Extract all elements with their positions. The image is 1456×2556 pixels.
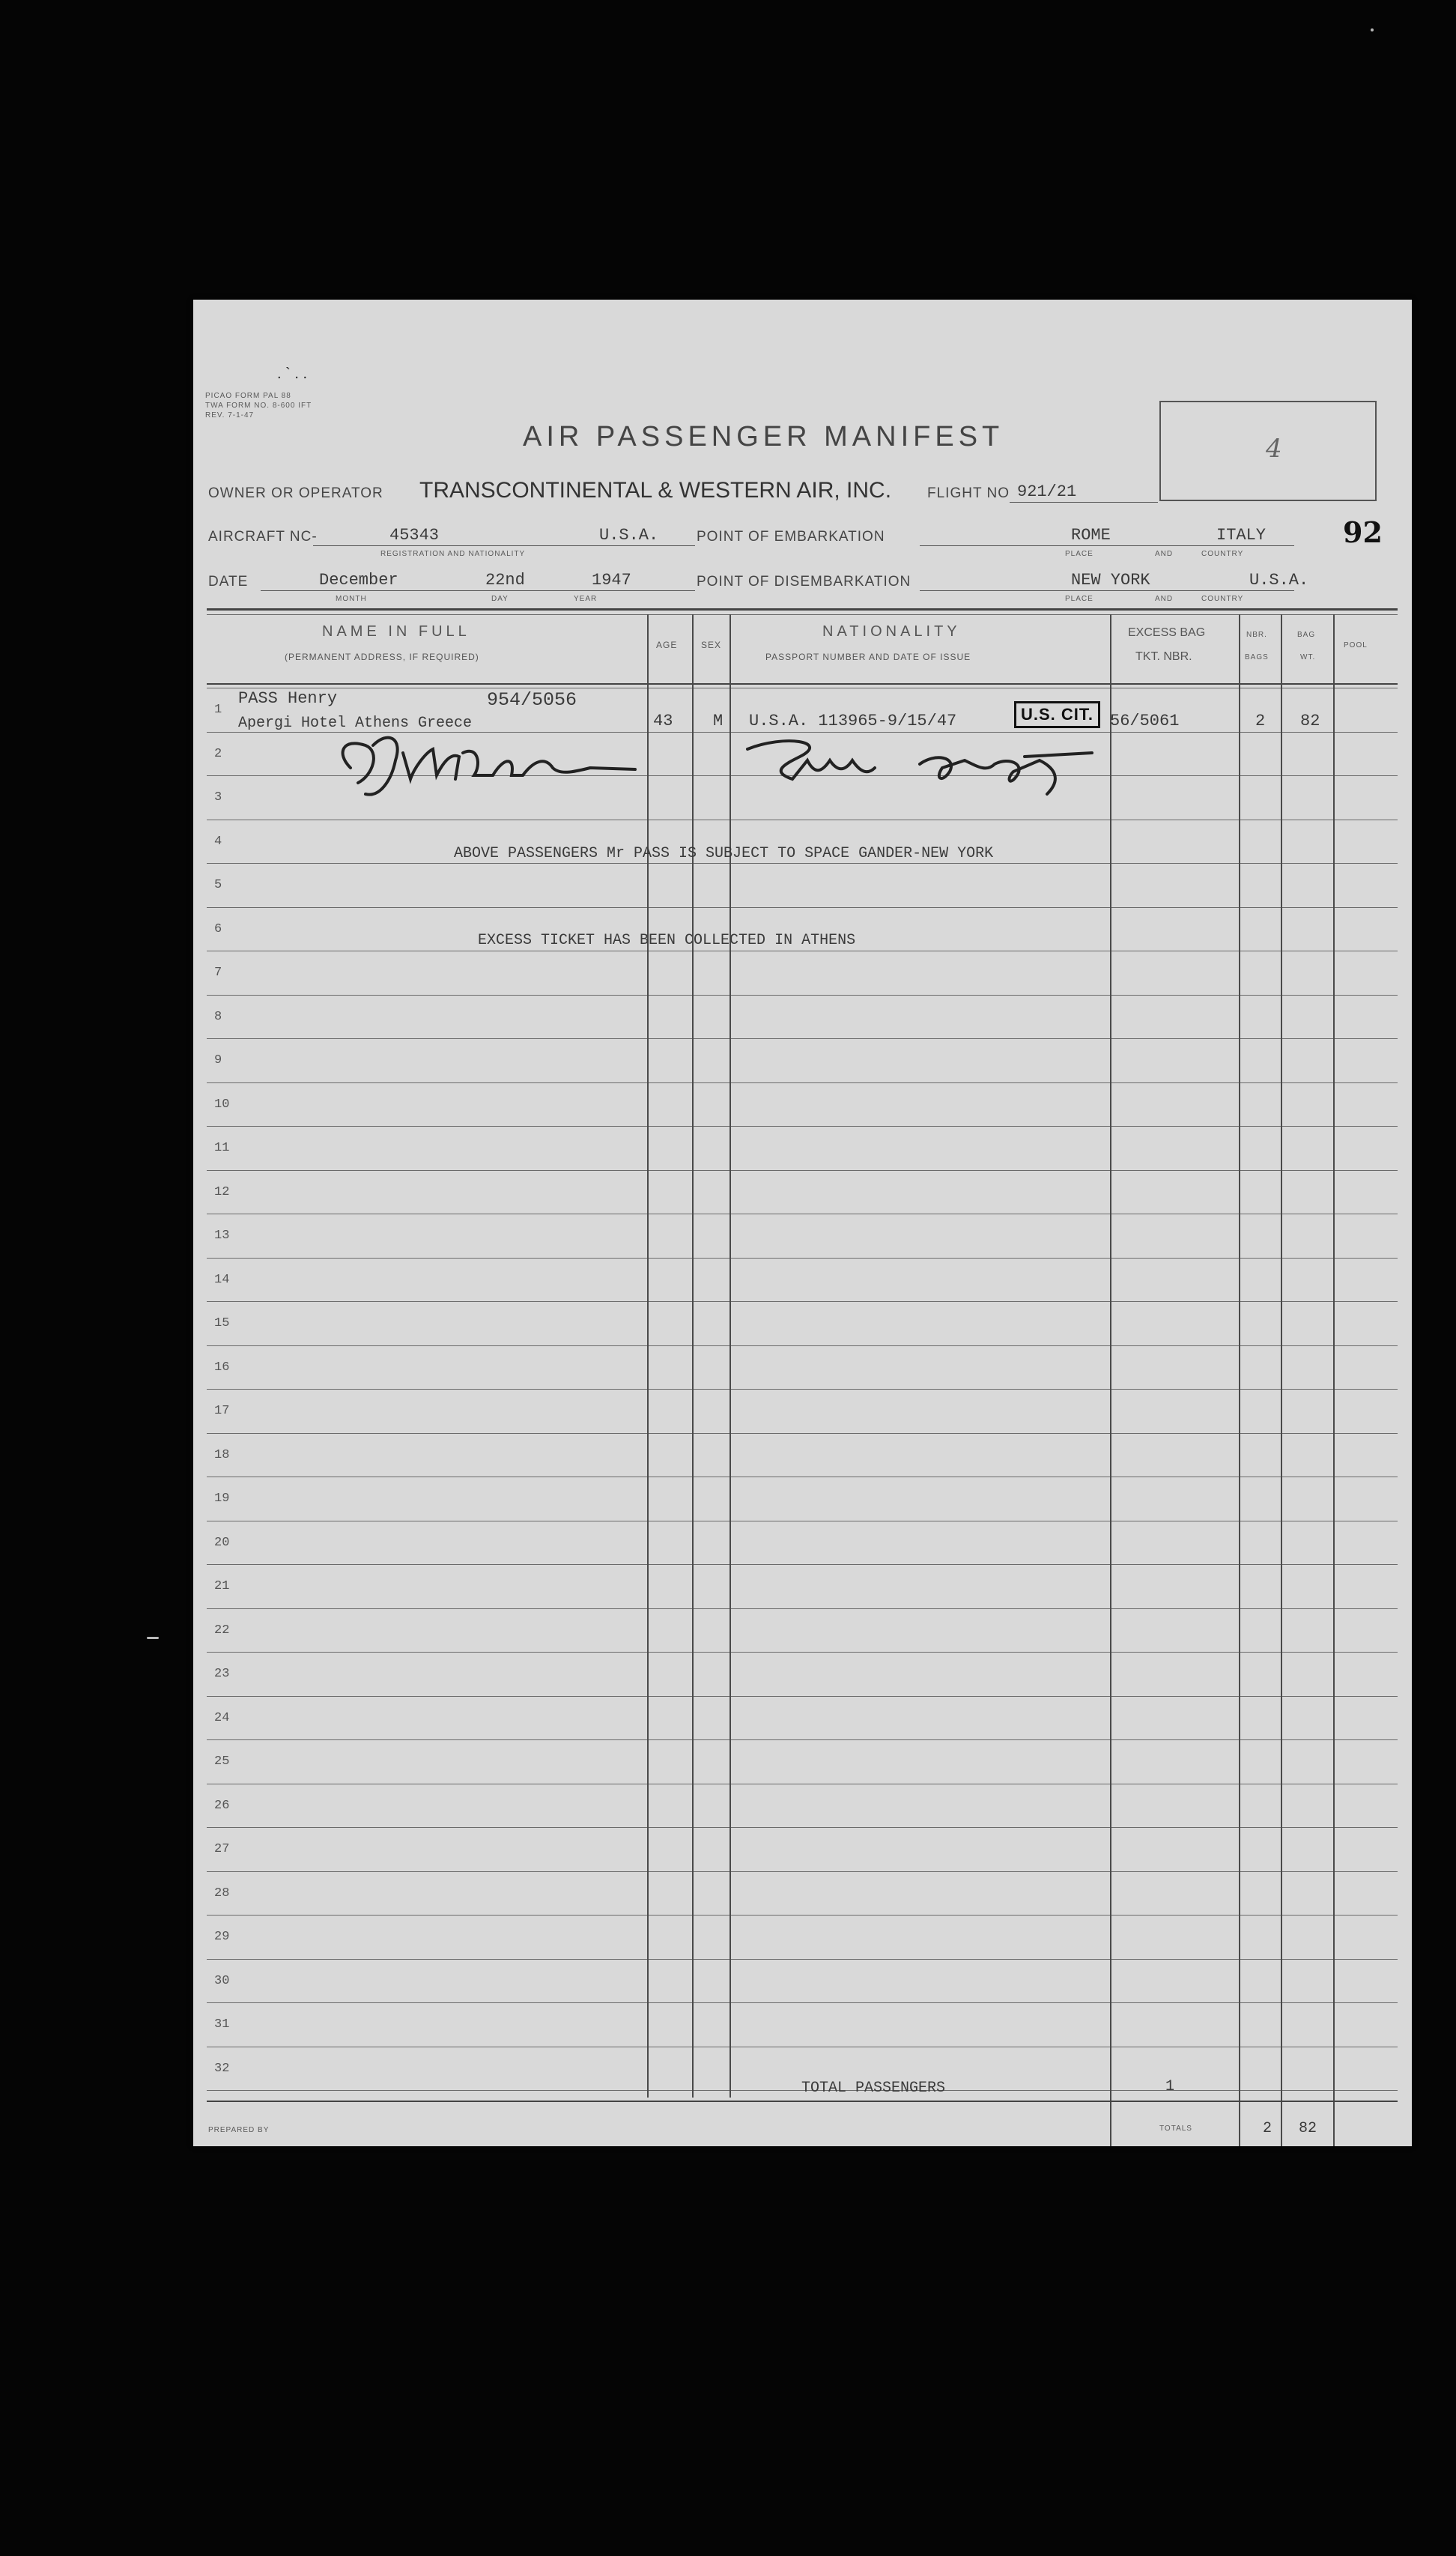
row-number: 22 — [214, 1623, 230, 1638]
page-number-box — [1159, 401, 1377, 501]
passenger-address: Apergi Hotel Athens Greece — [238, 715, 473, 732]
prepared-by-label: PREPARED BY — [208, 2126, 270, 2134]
row-number: 15 — [214, 1316, 230, 1330]
handwritten-signature-right — [740, 727, 1099, 802]
row-number: 9 — [214, 1053, 222, 1067]
row-rule — [207, 1389, 1398, 1390]
row-number: 5 — [214, 878, 222, 892]
row-rule — [207, 907, 1398, 908]
underline — [920, 545, 1294, 546]
form-code-line: TWA FORM NO. 8-600 IFT — [205, 402, 312, 410]
column-rule — [1281, 614, 1282, 2146]
row-rule — [207, 1827, 1398, 1828]
day-caption: DAY — [491, 595, 509, 603]
column-rule — [729, 614, 731, 2098]
and-caption: AND — [1155, 550, 1174, 558]
total-weight: 82 — [1299, 2120, 1317, 2137]
flight-label: FLIGHT NO — [927, 485, 1010, 501]
row-rule — [207, 1170, 1398, 1171]
passenger-sex: M — [713, 712, 724, 730]
year-caption: YEAR — [574, 595, 598, 603]
column-header-sex: SEX — [701, 640, 722, 650]
column-header-bags-count: NBR. — [1246, 631, 1267, 639]
citizenship-stamp: U.S. CIT. — [1014, 701, 1100, 728]
passenger-ticket: 954/5056 — [487, 689, 577, 711]
disembarkation-place: NEW YORK — [1071, 571, 1150, 590]
row-number: 7 — [214, 966, 222, 980]
column-header-bags-count-sub: BAGS — [1245, 653, 1269, 661]
row-rule — [207, 1652, 1398, 1653]
passenger-passport: U.S.A. 113965-9/15/47 — [749, 712, 957, 730]
underline — [920, 590, 1294, 591]
place-caption: PLACE — [1065, 595, 1093, 603]
row-number: 32 — [214, 2061, 230, 2076]
row-number: 14 — [214, 1272, 230, 1287]
row-number: 16 — [214, 1360, 230, 1375]
row-number: 20 — [214, 1535, 230, 1550]
row-number: 25 — [214, 1754, 230, 1769]
row-number: 4 — [214, 834, 222, 849]
totals-label: TOTALS — [1159, 2125, 1192, 2133]
column-rule — [1110, 614, 1111, 2146]
total-passengers-value: 1 — [1165, 2078, 1175, 2095]
passenger-name: PASS Henry — [238, 689, 338, 708]
scan-speck — [147, 1637, 159, 1639]
owner-value: TRANSCONTINENTAL & WESTERN AIR, INC. — [419, 478, 892, 503]
country-caption: COUNTRY — [1201, 550, 1244, 558]
form-code-line: PICAO FORM PAL 88 — [205, 392, 291, 400]
flight-value: 921/21 — [1017, 482, 1077, 501]
underline — [313, 545, 695, 546]
column-header-nationality: NATIONALITY — [822, 623, 961, 640]
row-number: 11 — [214, 1141, 230, 1155]
embarkation-label: POINT OF EMBARKATION — [697, 529, 885, 545]
disembarkation-label: POINT OF DISEMBARKATION — [697, 574, 911, 590]
row-rule — [207, 1915, 1398, 1916]
row-number: 31 — [214, 2017, 230, 2032]
row-number: 6 — [214, 921, 222, 936]
column-header-pool: POOL — [1344, 641, 1368, 649]
underline — [1010, 502, 1158, 503]
column-rule — [1239, 614, 1240, 2146]
remark-space: ABOVE PASSENGERS Mr PASS IS SUBJECT TO SPACE GANDER-NEW YORK — [454, 845, 994, 862]
table-top-rule — [207, 608, 1398, 611]
remark-excess-ticket: EXCESS TICKET HAS BEEN COLLECTED IN ATHENS — [478, 932, 856, 949]
manifest-sheet — [193, 300, 1412, 2146]
form-code-line: REV. 7-1-47 — [205, 411, 255, 420]
row-number: 1 — [214, 703, 222, 717]
table-top-rule — [207, 614, 1398, 615]
row-number: 8 — [214, 1009, 222, 1024]
column-header-name-sub: (PERMANENT ADDRESS, IF REQUIRED) — [285, 652, 479, 662]
date-day: 22nd — [485, 571, 525, 590]
row-rule — [207, 863, 1398, 864]
column-rule — [1333, 614, 1335, 2146]
date-month: December — [319, 571, 398, 590]
row-rule — [207, 1258, 1398, 1259]
row-number: 28 — [214, 1886, 230, 1901]
column-header-nationality-sub: PASSPORT NUMBER AND DATE OF ISSUE — [765, 652, 971, 662]
aircraft-country: U.S.A. — [599, 526, 659, 545]
underline — [261, 590, 695, 591]
registration-caption: REGISTRATION AND NATIONALITY — [380, 550, 526, 558]
date-year: 1947 — [592, 571, 631, 590]
column-rule — [647, 614, 649, 2098]
row-number: 26 — [214, 1798, 230, 1813]
row-number: 27 — [214, 1842, 230, 1856]
passenger-excess-ticket: 56/5061 — [1110, 712, 1180, 730]
row-rule — [207, 995, 1398, 996]
column-header-age: AGE — [656, 640, 678, 650]
date-label: DATE — [208, 574, 249, 590]
row-number: 30 — [214, 1973, 230, 1988]
row-rule — [207, 1126, 1398, 1127]
row-rule — [207, 1038, 1398, 1039]
embarkation-place: ROME — [1071, 526, 1111, 545]
country-caption: COUNTRY — [1201, 595, 1244, 603]
row-number: 2 — [214, 746, 222, 761]
total-bags: 2 — [1263, 2120, 1273, 2137]
row-rule — [207, 1608, 1398, 1609]
scan-speck — [1371, 28, 1374, 31]
box-handwritten-number: 4 — [1266, 434, 1282, 464]
row-number: 21 — [214, 1579, 230, 1593]
column-rule — [692, 614, 694, 2098]
aircraft-label: AIRCRAFT NC- — [208, 529, 318, 545]
page-number: 92 — [1343, 515, 1383, 549]
row-rule — [207, 1739, 1398, 1740]
aircraft-value: 45343 — [389, 526, 440, 545]
row-number: 29 — [214, 1930, 230, 1944]
month-caption: MONTH — [336, 595, 367, 603]
page-title: AIR PASSENGER MANIFEST — [523, 421, 1004, 452]
row-rule — [207, 1082, 1398, 1083]
row-rule — [207, 1959, 1398, 1960]
and-caption: AND — [1155, 595, 1174, 603]
row-number: 18 — [214, 1447, 230, 1462]
row-rule — [207, 1564, 1398, 1565]
row-rule — [207, 1696, 1398, 1697]
row-number: 10 — [214, 1097, 230, 1112]
disembarkation-country: U.S.A. — [1249, 571, 1309, 590]
column-header-excess-sub: TKT. NBR. — [1135, 650, 1192, 663]
row-number: 3 — [214, 790, 222, 805]
totals-rule — [207, 2101, 1398, 2102]
handwritten-signature-left — [321, 723, 650, 805]
embarkation-country: ITALY — [1216, 526, 1267, 545]
column-header-excess: EXCESS BAG — [1128, 626, 1206, 639]
row-number: 17 — [214, 1404, 230, 1418]
place-caption: PLACE — [1065, 550, 1093, 558]
total-passengers-label: TOTAL PASSENGERS — [801, 2080, 946, 2097]
row-number: 19 — [214, 1491, 230, 1506]
passenger-bags: 2 — [1255, 712, 1266, 730]
row-rule — [207, 1301, 1398, 1302]
scan-speck: . ` . . — [277, 366, 307, 382]
row-rule — [207, 2002, 1398, 2003]
passenger-weight: 82 — [1300, 712, 1320, 730]
column-header-bag-weight: BAG — [1297, 631, 1316, 639]
row-rule — [207, 1433, 1398, 1434]
form-code — [205, 391, 312, 420]
row-number: 23 — [214, 1667, 230, 1681]
row-number: 13 — [214, 1229, 230, 1243]
row-number: 24 — [214, 1710, 230, 1725]
row-rule — [207, 1871, 1398, 1872]
row-number: 12 — [214, 1184, 230, 1199]
header-bottom-rule — [207, 683, 1398, 685]
row-rule — [207, 1345, 1398, 1346]
column-header-bag-weight-sub: WT. — [1300, 653, 1316, 661]
column-header-name: NAME IN FULL — [322, 623, 470, 640]
passenger-age: 43 — [653, 712, 673, 730]
owner-label: OWNER OR OPERATOR — [208, 485, 383, 501]
